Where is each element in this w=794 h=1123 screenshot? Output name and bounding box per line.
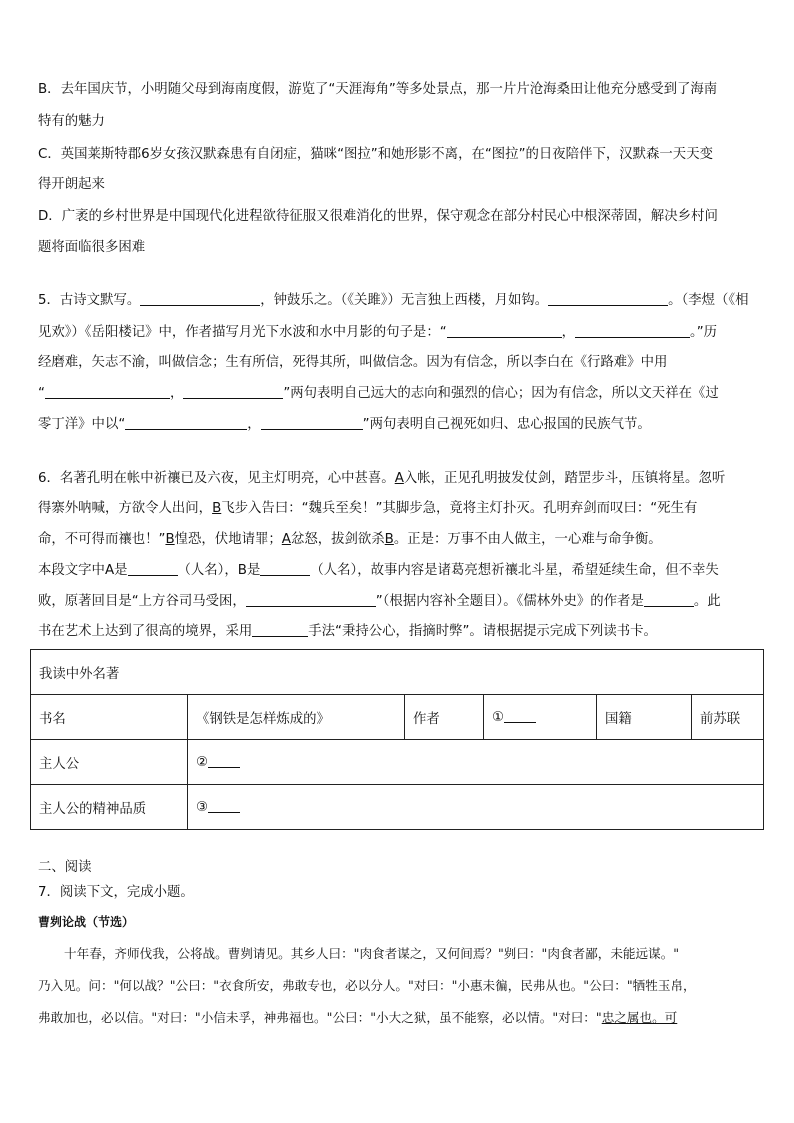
q6-text-3a: 命，不可得而禳也！” [38,532,166,547]
author-blank[interactable] [504,709,536,723]
author-value: ① [492,710,505,725]
q5-comma-2: ， [169,386,184,401]
spirit-cell[interactable] [188,785,764,830]
book-value: 《钢铁是怎样炼成的》 [188,695,405,740]
q6-text-4a: 本段文字中A是 [38,563,128,578]
author-cell[interactable] [484,695,597,740]
q5-blank-6[interactable] [183,384,283,399]
hero-value: ② [196,755,209,770]
q6-line2 [38,499,697,519]
q6-text-5b: ”（根据内容补全题目）。《儒林外史》的作者是 [375,594,644,609]
q6-marker-a2: A [281,532,291,547]
q5-blank-2[interactable] [548,291,668,306]
q6-blank-title[interactable] [246,592,376,607]
q5-blank-4[interactable] [575,323,690,338]
q5-text-k: 零丁洋》中以“ [38,417,126,432]
q6-blank-b[interactable] [260,561,310,576]
q6-marker-b2: B [165,532,175,547]
q6-text-1a: 6．名著孔明在帐中祈禳已及六夜，见主灯明亮，心中甚喜。 [38,471,395,486]
q6-line3 [38,530,662,550]
spirit-value: ③ [196,800,209,815]
q5-text-j: ”两句表明自己远大的志向和强烈的信心；因为有信念，所以文天祥在《过 [283,386,719,401]
hero-cell[interactable] [188,740,764,785]
q6-text-6b: 手法“秉持公心，指摘时弊”。请根据提示完成下列读书卡。 [308,624,657,639]
q5-text-c: 。（李煜（《相 [668,293,749,308]
q5-blank-8[interactable] [261,415,363,430]
q7-prompt: 7．阅读下文，完成小题。 [38,885,194,900]
q5-text-f: 。”历 [690,325,718,340]
q5-blank-1[interactable] [140,291,260,306]
option-b-line1: B．去年国庆节，小明随父母到海南度假，游览了“天涯海角”等多处景点，那一片片沧海桑田让他充分感受到了海南 [38,82,718,97]
q5-blank-7[interactable] [125,415,247,430]
q6-line6 [38,622,657,642]
q6-marker-a: A [394,471,404,486]
option-c-line1: C．英国莱斯特郡6岁女孩汉默森患有自闭症，猫咪“图拉”和她形影不离，在“图拉”的日夜陪伴下，汉默森一天天变 [38,147,713,162]
option-b-line2: 特有的魅力 [38,114,105,129]
passage-line3-text: 弗敢加也，必以信。"对曰："小信未孚，神弗福也。"公曰："小大之狱，虽不能察，必以情。"对曰：" [38,1010,602,1025]
option-d-line1: D．广袤的乡村世界是中国现代化进程欲待征服又很难消化的世界，保守观念在部分村民心中根深蒂固，解决乡村问 [38,209,718,224]
q6-text-3d: 。正是：万事不由人做主，一心难与命争衡。 [393,532,662,547]
q5-text-m: ”两句表明自己视死如归、忠心报国的民族气节。 [362,417,651,432]
q6-line4 [38,561,719,581]
q5-line4 [38,384,719,404]
q5-blank-5[interactable] [45,384,170,399]
card-title: 我读中外名著 [31,650,764,695]
q5-prompt: 5．古诗文默写。 [38,293,141,308]
nation-value: 前苏联 [692,695,764,740]
q6-marker-b: B [212,501,222,516]
q6-text-2b: 飞步入告曰：“魏兵至矣！”其脚步急，竟将主灯扑灭。孔明弃剑而叹曰：“死生有 [221,501,698,516]
q6-text-4c: （人名），故事内容是诸葛亮想祈禳北斗星，希望延续生命，但不幸失 [310,563,719,578]
q5-blank-3[interactable] [447,323,562,338]
q6-text-4b: （人名），B是 [177,563,261,578]
q6-text-2a: 得寨外呐喊，方欲令人出问， [38,501,213,516]
q6-line1 [38,469,725,489]
section2-heading: 二、阅读 [38,860,92,875]
passage-line3 [38,1008,677,1028]
q6-blank-author[interactable] [644,592,694,607]
book-label: 书名 [31,695,188,740]
q5-line3: 经磨难，矢志不渝，叫做信念；生有所信，死得其所，叫做信念。因为有信念，所以李白在《行路难》中用 [38,355,668,370]
q5-text-d: 见欢》）《岳阳楼记》中，作者描写月光下水波和水中月影的句子是：“ [38,325,447,340]
q5-line2 [38,323,717,343]
q6-text-6a: 书在艺术上达到了很高的境界，采用 [38,624,253,639]
q5-comma-1: ， [561,325,576,340]
nation-label: 国籍 [597,695,692,740]
card-book-row [31,695,764,740]
spirit-label: 主人公的精神品质 [31,785,188,830]
passage-line2: 乃入见。问："何以战？"公曰："衣食所安，弗敢专也，必以分人。"对曰："小惠未徧，民弗从也。"公曰："牺牲玉帛， [38,978,696,993]
reading-card-table [30,649,764,830]
card-title-row [31,650,764,695]
q6-text-5c: 。此 [693,594,721,609]
q6-blank-technique[interactable] [252,622,308,637]
q5-quote-open: “ [38,386,45,401]
option-d-line2: 题将面临很多困难 [38,240,146,255]
card-hero-row [31,740,764,785]
hero-label: 主人公 [31,740,188,785]
card-spirit-row [31,785,764,830]
q5-line5 [38,415,651,435]
q5-line1 [38,291,749,311]
hero-blank[interactable] [208,754,240,768]
q6-text-1b: 入帐，正见孔明披发仗剑，踏罡步斗，压镇将星。忽听 [403,471,726,486]
q6-text-3b: 惶恐，伏地请罪； [174,532,282,547]
passage-line1: 十年春，齐师伐我，公将战。曹刿请见。其乡人曰："肉食者谋之，又何间焉？"刿曰："肉食者鄙，未能远谋。" [64,946,680,961]
passage-underlined-text: 忠之属也。可 [601,1010,678,1025]
q5-text-b: ，钟鼓乐之。（《关雎》）无言独上西楼，月如钩。 [260,293,549,308]
option-c-line2: 得开朗起来 [38,177,105,192]
q6-text-3c: 忿怒，拔剑欲杀 [290,532,385,547]
author-label: 作者 [405,695,484,740]
q6-marker-b3: B [384,532,394,547]
q5-comma-3: ， [247,417,261,432]
passage-title: 曹刿论战（节选） [38,915,135,929]
q6-line5 [38,592,721,612]
spirit-blank[interactable] [208,799,240,813]
q6-text-5a: 败，原著回目是“上方谷司马受困， [38,594,246,609]
q6-blank-a[interactable] [128,561,178,576]
